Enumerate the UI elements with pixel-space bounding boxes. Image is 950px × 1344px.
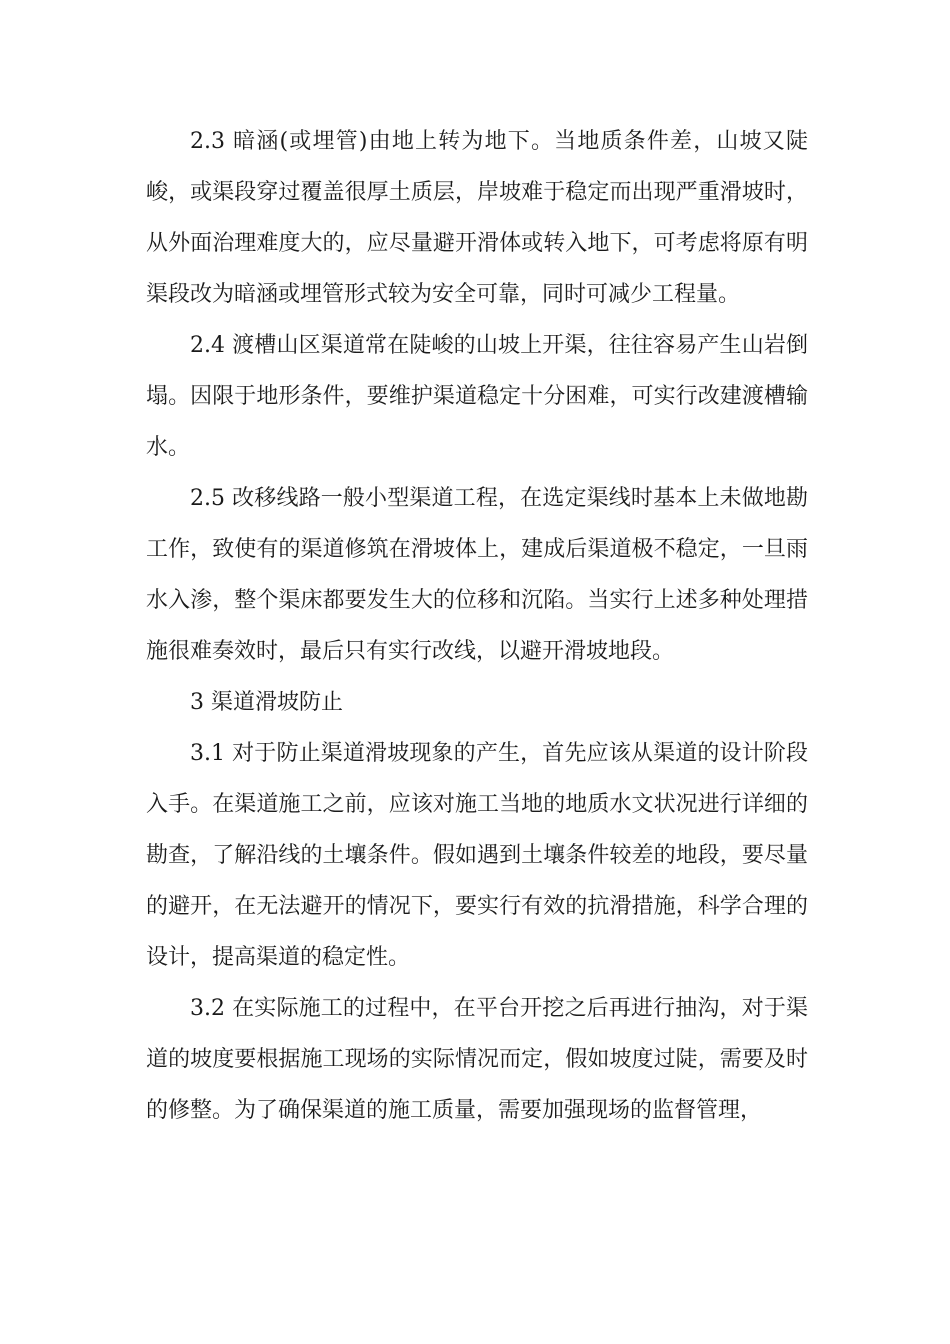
paragraph-2-3: 2.3 暗涵(或埋管)由地上转为地下。当地质条件差，山坡又陡峻，或渠段穿过覆盖很厚土质层，岸坡难于稳定而出现严重滑坡时，从外面治理难度大的，应尽量避开滑体或转入地下，可考虑将原有明渠段改为暗涵或埋管形式较为安全可靠，同时可减少工程量。: [146, 129, 808, 307]
paragraph-2-4: 2.4 渡槽山区渠道常在陡峻的山坡上开渠，往往容易产生山岩倒塌。因限于地形条件，要维护渠道稳定十分困难，可实行改建渡槽输水。: [146, 333, 808, 460]
paragraph-2-5: 2.5 改移线路一般小型渠道工程，在选定渠线时基本上未做地勘工作，致使有的渠道修筑在滑坡体上，建成后渠道极不稳定，一旦雨水入渗，整个渠床都要发生大的位移和沉陷。当实行上述多种处理措施很难奏效时，最后只有实行改线，以避开滑坡地段。: [146, 486, 808, 664]
document-body: [146, 116, 808, 1136]
section-heading-3: 3 渠道滑坡防止: [190, 690, 343, 715]
paragraph-3-2: 3.2 在实际施工的过程中，在平台开挖之后再进行抽沟，对于渠道的坡度要根据施工现场的实际情况而定，假如坡度过陡，需要及时的修整。为了确保渠道的施工质量，需要加强现场的监督管理，: [146, 996, 808, 1123]
paragraph-3-1: 3.1 对于防止渠道滑坡现象的产生，首先应该从渠道的设计阶段入手。在渠道施工之前，应该对施工当地的地质水文状况进行详细的勘查，了解沿线的土壤条件。假如遇到土壤条件较差的地段，要尽量的避开，在无法避开的情况下，要实行有效的抗滑措施，科学合理的设计，提高渠道的稳定性。: [146, 741, 808, 970]
